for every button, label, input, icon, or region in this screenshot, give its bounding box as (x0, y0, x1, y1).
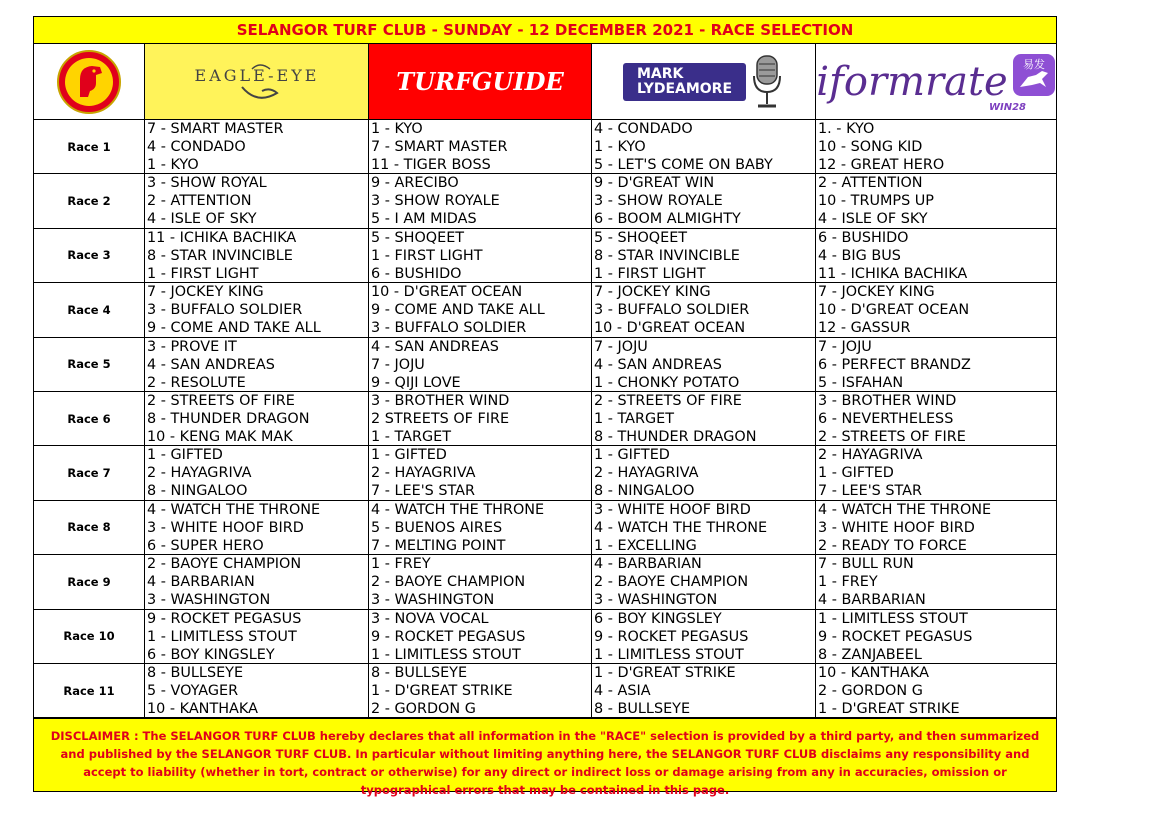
horse-pick: 4 - SAN ANDREAS (594, 356, 722, 373)
race-row (33, 392, 1057, 446)
mark-line1: MARK (636, 65, 684, 82)
page-title: SELANGOR TURF CLUB - SUNDAY - 12 DECEMBER 2021 - RACE SELECTION (33, 16, 1057, 44)
race-selection-sheet (33, 16, 1057, 798)
tipster-logo-row (33, 44, 1057, 120)
horse-pick: 2 - HAYAGRIVA (818, 447, 923, 464)
horse-pick: 1 - FREY (371, 556, 431, 573)
horse-pick: 7 - SMART MASTER (371, 139, 508, 155)
race-label: Race 5 (34, 338, 145, 391)
horse-pick: 4 - CONDADO (594, 121, 693, 137)
horse-pick: 4 - BIG BUS (818, 247, 901, 264)
horse-pick: 8 - NINGALOO (147, 483, 248, 500)
microphone-icon (750, 54, 784, 110)
horse-pick: 3 - WASHINGTON (594, 592, 718, 609)
tipster-picks-cell (145, 283, 369, 336)
horse-pick: 1 - GIFTED (371, 447, 447, 464)
horse-pick: 1 - GIFTED (594, 447, 670, 464)
horse-pick: 7 - LEE'S STAR (818, 483, 923, 500)
race-label: Race 2 (34, 174, 145, 227)
mark-line2: LYDEAMORE (636, 80, 733, 97)
horse-pick: 1. - KYO (818, 121, 875, 137)
horse-pick: 6 - PERFECT BRANDZ (818, 356, 971, 373)
horse-pick: 3 - BUFFALO SOLDIER (147, 302, 303, 319)
horse-pick: 2 - READY TO FORCE (818, 537, 967, 554)
horse-pick: 3 - BROTHER WIND (818, 392, 957, 409)
horse-pick: 5 - ISFAHAN (818, 374, 904, 391)
horse-pick: 5 - VOYAGER (147, 682, 239, 699)
horse-pick: 7 - SMART MASTER (147, 121, 284, 137)
horse-pick: 3 - WHITE HOOF BIRD (594, 501, 751, 518)
horse-pick: 2 - ATTENTION (147, 193, 252, 210)
mark-lydeamore-logo-cell (592, 44, 816, 120)
horse-pick: 2 - STREETS OF FIRE (818, 428, 966, 445)
tipster-picks-cell (369, 338, 592, 391)
race-row (33, 120, 1057, 174)
horse-pick: 5 - LET'S COME ON BABY (594, 157, 773, 173)
tipster-picks-cell (592, 338, 816, 391)
tipster-picks-cell (369, 446, 592, 499)
tipster-picks-cell (369, 229, 592, 282)
tipster-picks-cell (816, 501, 1056, 554)
tipster-picks-cell (369, 392, 592, 445)
horse-pick: 3 - WASHINGTON (371, 592, 495, 609)
horse-pick: 1 - KYO (147, 157, 199, 173)
horse-pick: 10 - SONG KID (818, 139, 923, 155)
horse-pick: 1 - CHONKY POTATO (594, 374, 740, 391)
horse-pick: 4 - ISLE OF SKY (818, 211, 928, 228)
iformrate-wordmark: iformrate (816, 58, 1008, 105)
horse-pick: 1 - LIMITLESS STOUT (371, 646, 521, 663)
horse-pick: 8 - STAR INVINCIBLE (594, 247, 740, 264)
tipster-picks-cell (145, 664, 369, 717)
tipster-picks-cell (816, 664, 1056, 717)
horse-pick: 1 - FREY (818, 574, 878, 591)
race-label: Race 3 (34, 229, 145, 282)
horse-pick: 9 - ROCKET PEGASUS (818, 628, 973, 645)
horse-pick: 7 - JOJU (818, 338, 872, 355)
horse-pick: 9 - ARECIBO (371, 175, 459, 192)
horse-pick: 1 - GIFTED (147, 447, 223, 464)
horse-pick: 4 - WATCH THE THRONE (818, 501, 992, 518)
horse-pick: 6 - BOY KINGSLEY (594, 610, 722, 627)
horse-pick: 4 - CONDADO (147, 139, 246, 155)
horse-pick: 4 - WATCH THE THRONE (371, 501, 545, 518)
win28-label: WIN28 (988, 102, 1026, 113)
horse-pick: 3 - SHOW ROYALE (594, 193, 723, 210)
horse-pick: 7 - JOCKEY KING (818, 284, 935, 301)
horse-pick: 7 - MELTING POINT (371, 537, 506, 554)
horse-pick: 2 - HAYAGRIVA (594, 465, 699, 482)
horse-pick: 1 - TARGET (594, 410, 675, 427)
horse-pick: 2 STREETS OF FIRE (371, 410, 510, 427)
race-row (33, 555, 1057, 609)
horse-pick: 6 - BOY KINGSLEY (147, 646, 275, 663)
horse-pick: 4 - BARBARIAN (818, 592, 926, 609)
horse-pick: 5 - BUENOS AIRES (371, 519, 503, 536)
horse-pick: 2 - HAYAGRIVA (147, 465, 252, 482)
horse-pick: 6 - BUSHIDO (371, 265, 462, 282)
tipster-picks-cell (145, 120, 369, 173)
race-label: Race 9 (34, 555, 145, 608)
race-row (33, 610, 1057, 664)
horse-pick: 6 - SUPER HERO (147, 537, 264, 554)
eagle-eye-wordmark: EAGLE-EYE (194, 65, 319, 85)
horse-pick: 10 - D'GREAT OCEAN (371, 284, 523, 301)
horse-pick: 1 - EXCELLING (594, 537, 697, 554)
horse-pick: 8 - BULLSEYE (371, 664, 468, 681)
win28-chinese-text: 易发 (1022, 57, 1045, 71)
horse-pick: 10 - KANTHAKA (147, 700, 258, 717)
horse-pick: 3 - PROVE IT (147, 338, 237, 355)
horse-pick: 3 - BUFFALO SOLDIER (594, 302, 750, 319)
horse-pick: 3 - WHITE HOOF BIRD (147, 519, 304, 536)
horse-pick: 9 - ROCKET PEGASUS (594, 628, 749, 645)
horse-pick: 5 - I AM MIDAS (371, 211, 477, 228)
horse-pick: 1 - KYO (371, 121, 423, 137)
race-label: Race 11 (34, 664, 145, 717)
tipster-picks-cell (592, 120, 816, 173)
tipster-picks-cell (369, 610, 592, 663)
horse-pick: 3 - SHOW ROYALE (371, 193, 500, 210)
tipster-picks-cell (369, 555, 592, 608)
tipster-picks-cell (145, 501, 369, 554)
horse-pick: 1 - GIFTED (818, 465, 894, 482)
horse-pick: 1 - FIRST LIGHT (147, 265, 259, 282)
horse-pick: 3 - BUFFALO SOLDIER (371, 320, 527, 337)
iformrate-logo-cell (816, 44, 1056, 120)
horse-pick: 9 - D'GREAT WIN (594, 175, 715, 192)
horse-pick: 8 - BULLSEYE (147, 664, 244, 681)
tipster-picks-cell (592, 174, 816, 227)
turfguide-wordmark: TURFGUIDE (396, 67, 564, 96)
horse-pick: 2 - RESOLUTE (147, 374, 246, 391)
race-row (33, 664, 1057, 718)
horse-pick: 4 - WATCH THE THRONE (594, 519, 768, 536)
horse-pick: 2 - HAYAGRIVA (371, 465, 476, 482)
horse-pick: 1 - D'GREAT STRIKE (371, 682, 513, 699)
horse-pick: 10 - D'GREAT OCEAN (594, 320, 746, 337)
tipster-picks-cell (816, 338, 1056, 391)
race-row (33, 501, 1057, 555)
race-label: Race 8 (34, 501, 145, 554)
tipster-picks-cell (369, 664, 592, 717)
tipster-picks-cell (145, 446, 369, 499)
tipster-picks-cell (369, 120, 592, 173)
tipster-picks-cell (369, 501, 592, 554)
horse-head-crest-icon (56, 49, 122, 115)
horse-pick: 2 - GORDON G (818, 682, 923, 699)
horse-pick: 1 - D'GREAT STRIKE (594, 664, 736, 681)
horse-pick: 1 - FIRST LIGHT (371, 247, 483, 264)
tipster-picks-cell (592, 610, 816, 663)
tipster-picks-cell (145, 229, 369, 282)
horse-pick: 9 - COME AND TAKE ALL (371, 302, 545, 319)
horse-pick: 4 - ISLE OF SKY (147, 211, 257, 228)
tipster-picks-cell (816, 120, 1056, 173)
horse-pick: 10 - KANTHAKA (818, 664, 929, 681)
tipster-picks-cell (592, 501, 816, 554)
tipster-picks-cell (369, 174, 592, 227)
horse-pick: 3 - SHOW ROYAL (147, 175, 267, 192)
race-label: Race 10 (34, 610, 145, 663)
horse-pick: 3 - BROTHER WIND (371, 392, 510, 409)
tipster-picks-cell (816, 392, 1056, 445)
horse-pick: 4 - BARBARIAN (594, 556, 702, 573)
tipster-picks-cell (145, 174, 369, 227)
horse-pick: 3 - WHITE HOOF BIRD (818, 519, 975, 536)
tipster-picks-cell (592, 229, 816, 282)
horse-pick: 1 - FIRST LIGHT (594, 265, 706, 282)
horse-pick: 4 - SAN ANDREAS (371, 338, 499, 355)
horse-pick: 7 - JOCKEY KING (147, 284, 264, 301)
tipster-picks-cell (816, 229, 1056, 282)
horse-pick: 4 - ASIA (594, 682, 651, 699)
disclaimer: DISCLAIMER : The SELANGOR TURF CLUB hereby declares that all information in the "RACE" selection is provided by a third party, and then summarized and published by the SELANGOR TURF CLUB. In particular without limiting anything here, the SELANGOR TURF CLUB disclaims any responsibility and accept to liability (whether in tort, contract or otherwise) for any direct or indirect loss or damage arising from any in accuracies, omission or typographical errors that may be contained in this page. (33, 718, 1057, 792)
race-row (33, 338, 1057, 392)
horse-pick: 4 - BARBARIAN (147, 574, 255, 591)
mark-lydeamore-badge (623, 63, 746, 101)
horse-pick: 1 - LIMITLESS STOUT (147, 628, 297, 645)
horse-pick: 3 - NOVA VOCAL (371, 610, 489, 627)
horse-pick: 2 - BAOYE CHAMPION (147, 556, 302, 573)
horse-pick: 9 - ROCKET PEGASUS (371, 628, 526, 645)
tipster-picks-cell (145, 392, 369, 445)
horse-pick: 7 - JOCKEY KING (594, 284, 711, 301)
horse-pick: 1 - LIMITLESS STOUT (818, 610, 968, 627)
race-row (33, 283, 1057, 337)
tipster-picks-cell (816, 610, 1056, 663)
horse-pick: 9 - ROCKET PEGASUS (147, 610, 302, 627)
horse-pick: 12 - GREAT HERO (818, 157, 945, 173)
race-row (33, 229, 1057, 283)
horse-pick: 1 - LIMITLESS STOUT (594, 646, 744, 663)
horse-pick: 9 - QIJI LOVE (371, 374, 461, 391)
race-row (33, 174, 1057, 228)
tipster-picks-cell (592, 446, 816, 499)
horse-pick: 7 - JOJU (371, 356, 425, 373)
horse-pick: 11 - ICHIKA BACHIKA (147, 229, 297, 246)
race-table (33, 120, 1057, 718)
tipster-picks-cell (816, 283, 1056, 336)
eagle-eye-logo (182, 57, 332, 107)
tipster-picks-cell (592, 392, 816, 445)
horse-pick: 8 - BULLSEYE (594, 700, 691, 717)
horse-pick: 8 - THUNDER DRAGON (594, 428, 757, 445)
tipster-picks-cell (816, 446, 1056, 499)
horse-pick: 1 - KYO (594, 139, 646, 155)
horse-pick: 6 - NEVERTHELESS (818, 410, 954, 427)
tipster-picks-cell (369, 283, 592, 336)
tipster-picks-cell (816, 174, 1056, 227)
horse-pick: 2 - BAOYE CHAMPION (371, 574, 526, 591)
horse-pick: 7 - BULL RUN (818, 556, 914, 573)
horse-pick: 10 - KENG MAK MAK (147, 428, 293, 445)
horse-pick: 8 - STAR INVINCIBLE (147, 247, 293, 264)
horse-pick: 8 - NINGALOO (594, 483, 695, 500)
race-label: Race 1 (34, 120, 145, 173)
horse-pick: 12 - GASSUR (818, 320, 911, 337)
tipster-picks-cell (592, 283, 816, 336)
horse-pick: 8 - THUNDER DRAGON (147, 410, 310, 427)
horse-pick: 6 - BUSHIDO (818, 229, 909, 246)
win28-horse-badge-icon (1012, 53, 1056, 97)
horse-pick: 3 - WASHINGTON (147, 592, 271, 609)
horse-pick: 2 - GORDON G (371, 700, 476, 717)
race-label: Race 4 (34, 283, 145, 336)
turfguide-logo-cell (369, 44, 592, 120)
horse-pick: 7 - LEE'S STAR (371, 483, 476, 500)
horse-pick: 10 - D'GREAT OCEAN (818, 302, 970, 319)
horse-pick: 8 - ZANJABEEL (818, 646, 922, 663)
horse-pick: 4 - SAN ANDREAS (147, 356, 275, 373)
race-row (33, 446, 1057, 500)
horse-pick: 7 - JOJU (594, 338, 648, 355)
race-label: Race 7 (34, 446, 145, 499)
tipster-picks-cell (145, 555, 369, 608)
horse-pick: 4 - WATCH THE THRONE (147, 501, 321, 518)
tipster-picks-cell (816, 555, 1056, 608)
horse-pick: 2 - STREETS OF FIRE (594, 392, 742, 409)
horse-pick: 5 - SHOQEET (594, 229, 688, 246)
tipster-picks-cell (592, 664, 816, 717)
club-logo-cell (34, 44, 145, 120)
horse-pick: 2 - STREETS OF FIRE (147, 392, 295, 409)
horse-pick: 10 - TRUMPS UP (818, 193, 934, 210)
horse-pick: 2 - ATTENTION (818, 175, 923, 192)
race-label: Race 6 (34, 392, 145, 445)
horse-pick: 5 - SHOQEET (371, 229, 465, 246)
horse-pick: 6 - BOOM ALMIGHTY (594, 211, 741, 228)
horse-pick: 2 - BAOYE CHAMPION (594, 574, 749, 591)
eagle-eye-logo-cell (145, 44, 369, 120)
tipster-picks-cell (592, 555, 816, 608)
horse-pick: 1 - TARGET (371, 428, 452, 445)
horse-pick: 11 - TIGER BOSS (371, 157, 491, 173)
horse-pick: 11 - ICHIKA BACHIKA (818, 265, 968, 282)
horse-pick: 9 - COME AND TAKE ALL (147, 320, 321, 337)
horse-pick: 1 - D'GREAT STRIKE (818, 700, 960, 717)
tipster-picks-cell (145, 338, 369, 391)
tipster-picks-cell (145, 610, 369, 663)
